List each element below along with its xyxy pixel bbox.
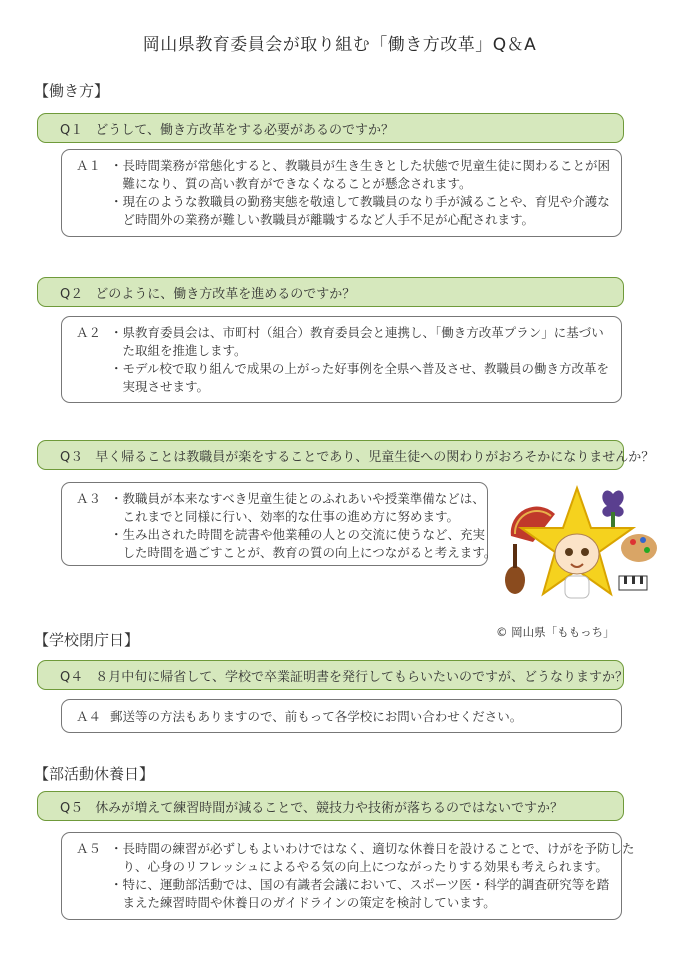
answer-4: [61, 699, 622, 733]
question-text: 休みが増えて練習時間が減ることで、競技力や技術が落ちるのではないですか？: [95, 800, 563, 816]
answer-line: 郵送等の方法もありますので、前もって各学校にお問い合わせください。: [110, 708, 523, 724]
answer-line: これまでと同様に行い、効率的な仕事の進め方に努めます。: [110, 509, 460, 524]
answer-line: ど時間外の業務が難しい教職員が離職するなど人手不足が心配されます。: [110, 212, 535, 227]
answer-line: ・現在のような教職員の勤務実態を敬遠して教職員のなり手が減ることや、育児や介護な: [110, 194, 610, 209]
question-3: [37, 440, 655, 470]
answer-line: 実現させます。: [110, 379, 210, 394]
answer-line: ・県教育委員会は、市町村（組合）教育委員会と連携し、「働き方改革プラン」に基づい: [110, 325, 604, 340]
answer-3: [61, 482, 497, 566]
question-number: Q５: [60, 800, 84, 816]
violin-icon: [505, 566, 525, 594]
question-1: [37, 113, 624, 143]
answer-line: 難になり、質の高い教育ができなくなることが懸念されます。: [110, 176, 472, 191]
answer-number: Ａ４: [76, 708, 102, 724]
question-number: Q１: [60, 122, 84, 138]
question-4: [37, 660, 628, 690]
question-text: ８月中旬に帰省して、学校で卒業証明書を発行してもらいたいのですが、どうなりますか？: [95, 669, 628, 685]
page-title: 岡山県教育委員会が取り組む「働き方改革」Q＆A: [142, 35, 537, 55]
answer-2: [61, 316, 622, 403]
answer-number: Ａ３: [76, 491, 102, 506]
answer-line: ・特に、運動部活動では、国の有識者会議において、スポーツ医・科学的調査研究等を踏: [110, 877, 610, 892]
mascot-illustration: [493, 484, 661, 620]
answer-line: ・長時間の練習が必ずしもよいわけではなく、適切な休養日を設けることで、けがを予防した: [110, 841, 635, 856]
section-heading-club-rest: 【部活動休養日】: [34, 765, 155, 783]
answer-5: [61, 832, 635, 920]
answer-line: ・教職員が本来なすべき児童生徒とのふれあいや授業準備などは、: [110, 491, 485, 506]
answer-line: り、心身のリフレッシュによるやる気の向上につながったりする効果も考えられます。: [110, 859, 608, 874]
question-text: どうして、働き方改革をする必要があるのですか？: [95, 122, 394, 138]
question-text: 早く帰ることは教職員が楽をすることであり、児童生徒への関わりがおろそかになりませんか？: [95, 449, 655, 465]
answer-number: Ａ５: [76, 841, 102, 856]
question-number: Q４: [60, 669, 84, 685]
answer-number: Ａ２: [76, 325, 102, 340]
question-number: Q３: [60, 449, 84, 465]
question-number: Q２: [60, 286, 84, 302]
answer-line: ・長時間業務が常態化すると、教職員が生き生きとした状態で児童生徒に関わることが困: [110, 158, 611, 173]
question-text: どのように、働き方改革を進めるのですか？: [95, 286, 356, 302]
answer-line: まえた練習時間や休養日のガイドラインの策定を検討しています。: [110, 895, 496, 910]
question-5: [37, 791, 624, 821]
answer-line: ・モデル校で取り組んで成果の上がった好事例を全県へ普及させ、教職員の働き方改革を: [110, 361, 610, 376]
image-credit: © 岡山県「ももっち」: [496, 625, 615, 639]
palette-icon: [621, 534, 657, 562]
answer-1: [61, 149, 622, 237]
section-heading-school-closure: 【学校閉庁日】: [34, 631, 140, 649]
answer-number: Ａ１: [76, 158, 102, 173]
answer-line: た取組を推進します。: [110, 343, 247, 358]
question-2: [37, 277, 624, 307]
section-heading-work: 【働き方】: [34, 82, 110, 100]
answer-line: した時間を過ごすことが、教育の質の向上につながると考えます。: [110, 545, 497, 560]
answer-line: ・生み出された時間を読書や他業種の人との交流に使うなど、充実: [110, 527, 486, 542]
